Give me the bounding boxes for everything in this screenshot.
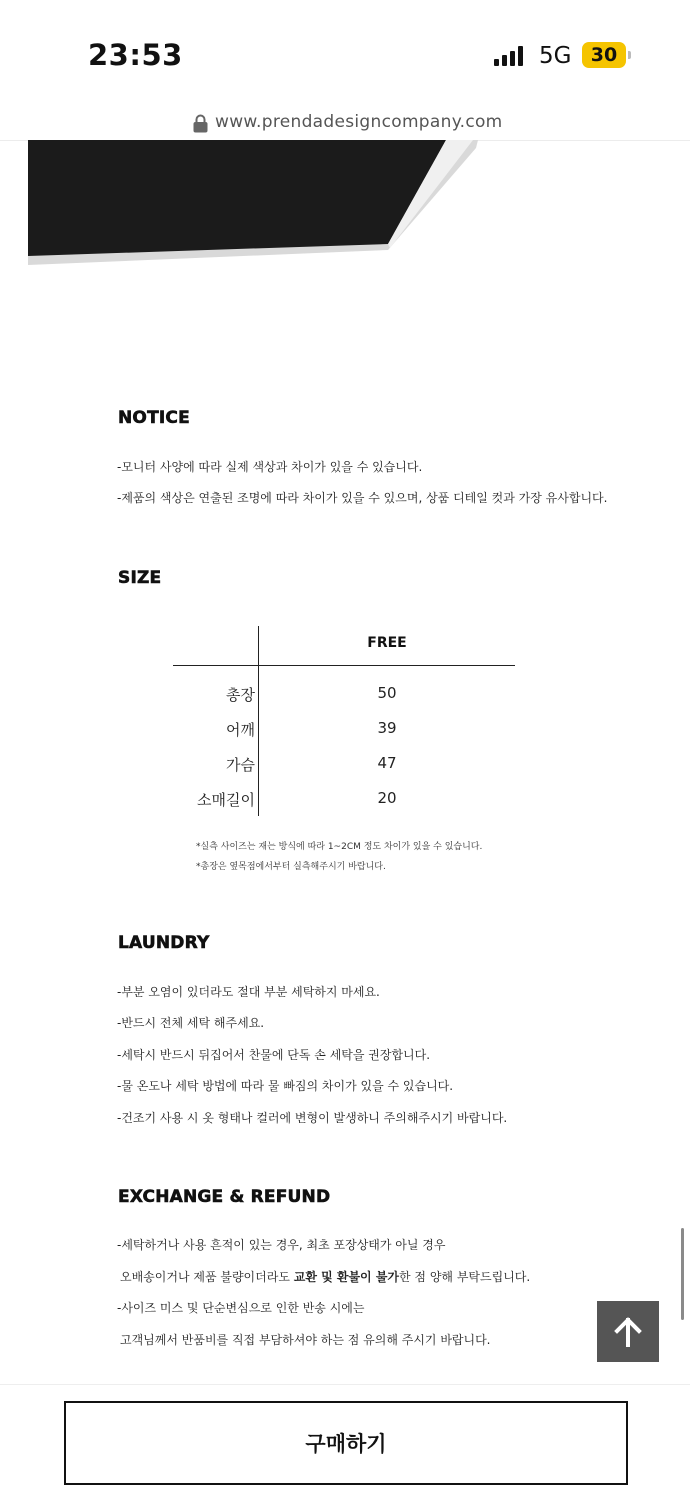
laundry-line-2: -반드시 전체 세탁 해주세요.	[117, 1016, 265, 1030]
size-row-value: 50	[377, 684, 397, 702]
url-text: www.prendadesigncompany.com	[215, 112, 503, 132]
scrollbar[interactable]	[681, 1228, 684, 1320]
size-row-value: 20	[377, 789, 397, 807]
exchange-line-3: -사이즈 미스 및 단순변심으로 인한 반송 시에는	[117, 1301, 365, 1315]
exchange-line-1: -세탁하거나 사용 흔적이 있는 경우, 최초 포장상태가 아닐 경우	[117, 1238, 446, 1252]
battery-level: 30	[590, 44, 618, 66]
exchange-line-2-pre: 오배송이거나 제품 불량이더라도	[120, 1270, 294, 1284]
signal-icon	[494, 46, 523, 66]
size-table	[173, 626, 515, 816]
address-bar[interactable]	[0, 100, 690, 141]
size-title: SIZE	[118, 568, 162, 588]
size-row-value: 39	[377, 719, 397, 737]
exchange-line-2	[120, 1268, 530, 1285]
laundry-line-4: -물 온도나 세탁 방법에 따라 물 빠짐의 차이가 있을 수 있습니다.	[117, 1079, 454, 1093]
size-row-label: 총장	[226, 686, 255, 704]
lock-icon	[193, 114, 208, 133]
product-image	[28, 140, 478, 265]
size-row-label: 가슴	[226, 756, 255, 774]
exchange-line-2-post: 한 점 양해 부탁드립니다.	[399, 1270, 531, 1284]
laundry-line-3: -세탁시 반드시 뒤집어서 찬물에 단독 손 세탁을 권장합니다.	[117, 1048, 431, 1062]
table-divider-horizontal	[173, 665, 515, 666]
table-divider-vertical	[258, 626, 259, 816]
laundry-line-1: -부분 오염이 있더라도 절대 부분 세탁하지 마세요.	[117, 985, 380, 999]
size-row-label: 소매길이	[197, 791, 255, 809]
size-row-label: 어깨	[226, 721, 255, 739]
notice-line-2: -제품의 색상은 연출된 조명에 따라 차이가 있을 수 있으며, 상품 디테일 컷과 가장 유사합니다.	[117, 491, 608, 505]
exchange-title: EXCHANGE & REFUND	[118, 1187, 331, 1207]
scroll-top-button[interactable]	[597, 1301, 659, 1362]
size-column-header: FREE	[367, 635, 407, 651]
status-time: 23:53	[88, 38, 183, 72]
size-row-value: 47	[377, 754, 397, 772]
laundry-line-5: -건조기 사용 시 옷 형태나 컬러에 변형이 발생하니 주의해주시기 바랍니다.	[117, 1111, 508, 1125]
buy-button[interactable]: 구매하기	[64, 1401, 628, 1485]
battery-cap	[628, 51, 631, 59]
laundry-title: LAUNDRY	[118, 933, 210, 953]
notice-title: NOTICE	[118, 408, 190, 428]
arrow-up-icon	[597, 1301, 659, 1362]
exchange-line-2-bold: 교환 및 환불이 불가	[293, 1270, 400, 1284]
battery-icon	[582, 42, 626, 68]
notice-line-1: -모니터 사양에 따라 실제 색상과 차이가 있을 수 있습니다.	[117, 460, 423, 474]
exchange-line-4: 고객님께서 반품비를 직접 부담하셔야 하는 점 유의해 주시기 바랍니다.	[120, 1333, 491, 1347]
status-bar	[0, 0, 690, 100]
size-note-1: *실측 사이즈는 재는 방식에 따라 1~2CM 정도 차이가 있을 수 있습니다.	[196, 842, 483, 852]
size-note-2: *총장은 옆목점에서부터 실측해주시기 바랍니다.	[196, 862, 386, 872]
network-label: 5G	[539, 43, 572, 69]
